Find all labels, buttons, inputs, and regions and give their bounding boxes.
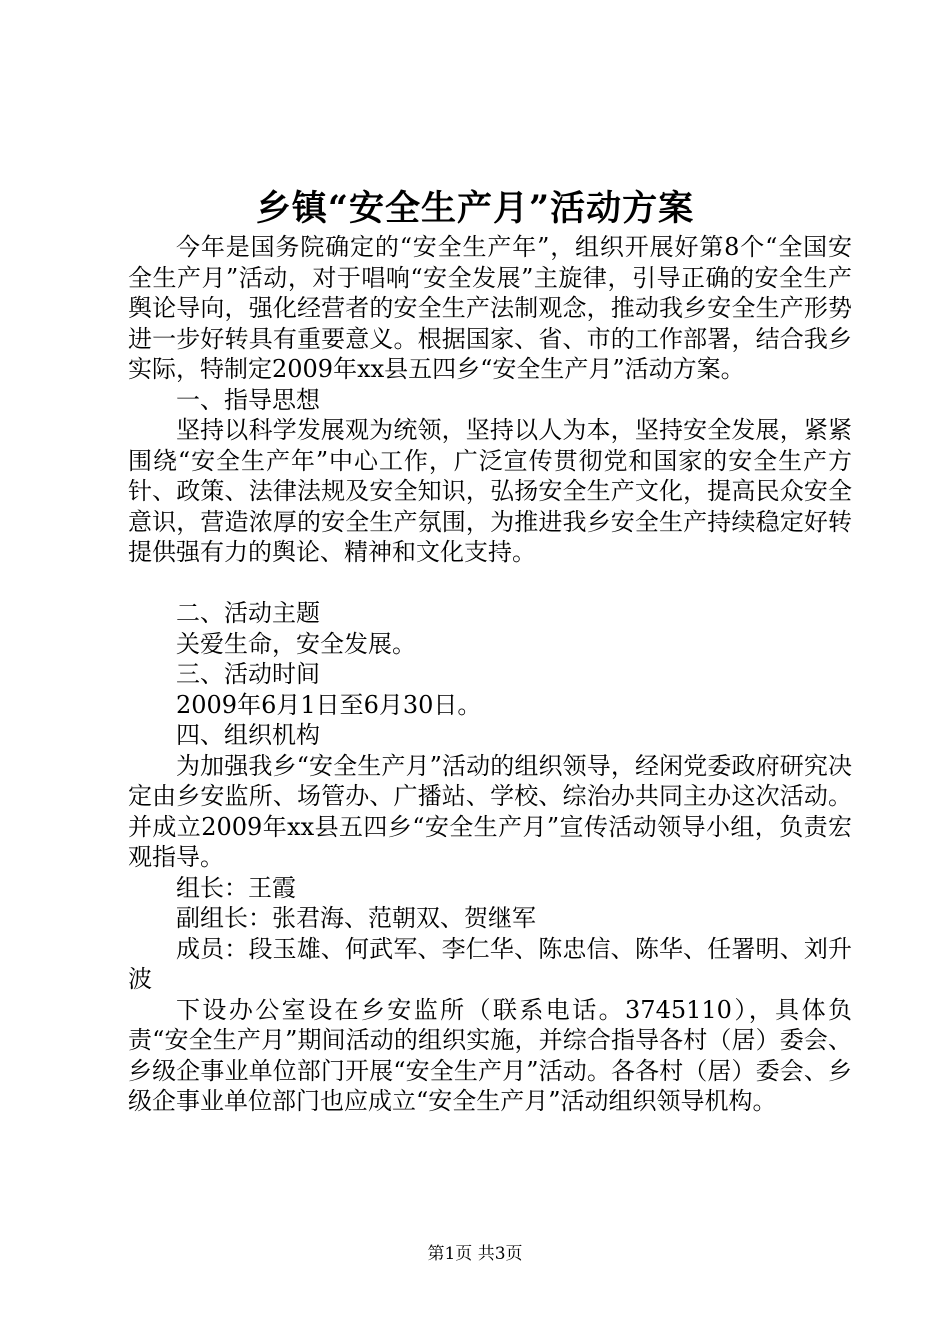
document-title: 乡镇“安全生产月”活动方案: [255, 188, 695, 229]
paragraph-intro: 今年是国务院确定的“安全生产年”，组织开展好第8个“全国安全生产月”活动，对于唱响“安全发展”主旋律，引导正确的安全生产舆论导向，强化经营者的安全生产法制观念，推动我乡安全生产形势进一步好转具有重要意义。根据国家、省、市的工作部署，结合我乡实际，特制定2009年xx县五四乡“安全生产月”活动方案。: [128, 233, 852, 383]
paragraph-team-leader: 组长：王霞: [176, 873, 296, 902]
paragraph-members: 成员：段玉雄、何武军、李仁华、陈忠信、陈华、任署明、刘升波: [128, 934, 852, 993]
blank-line: [128, 568, 852, 599]
heading-activity-theme: 二、活动主题: [176, 599, 320, 627]
paragraph-activity-theme: 关爱生命，安全发展。: [176, 629, 416, 658]
page-footer: 第1页 共3页: [427, 1244, 523, 1264]
document-body: [128, 232, 852, 1117]
paragraph-guiding-thought: 坚持以科学发展观为统领，坚持以人为本，坚持安全发展，紧紧围绕“安全生产年”中心工作，广泛宣传贯彻党和国家的安全生产方针、政策、法律法规及安全知识，弘扬安全生产文化，提高民众安全意识，营造浓厚的安全生产氛围，为推进我乡安全生产持续稳定好转提供强有力的舆论、精神和文化支持。: [128, 416, 852, 566]
paragraph-office: 下设办公室设在乡安监所（联系电话。3745110），具体负责“安全生产月”期间活动的组织实施，并综合指导各村（居）委会、乡级企事业单位部门开展“安全生产月”活动。各各村（居）委会、乡级企事业单位部门也应成立“安全生产月”活动组织领导机构。: [128, 995, 852, 1115]
heading-organization: 四、组织机构: [176, 721, 320, 749]
heading-activity-time: 三、活动时间: [176, 660, 320, 688]
paragraph-organization: 为加强我乡“安全生产月”活动的组织领导，经闲党委政府研究决定由乡安监所、场管办、广播站、学校、综治办共同主办这次活动。并成立2009年xx县五四乡“安全生产月”宣传活动领导小组，负责宏观指导。: [128, 751, 852, 871]
heading-guiding-thought: 一、指导思想: [176, 385, 320, 414]
paragraph-activity-time: 2009年6月1日至6月30日。: [176, 690, 482, 719]
paragraph-deputy-leaders: 副组长：张君海、范朝双、贺继军: [176, 904, 536, 932]
